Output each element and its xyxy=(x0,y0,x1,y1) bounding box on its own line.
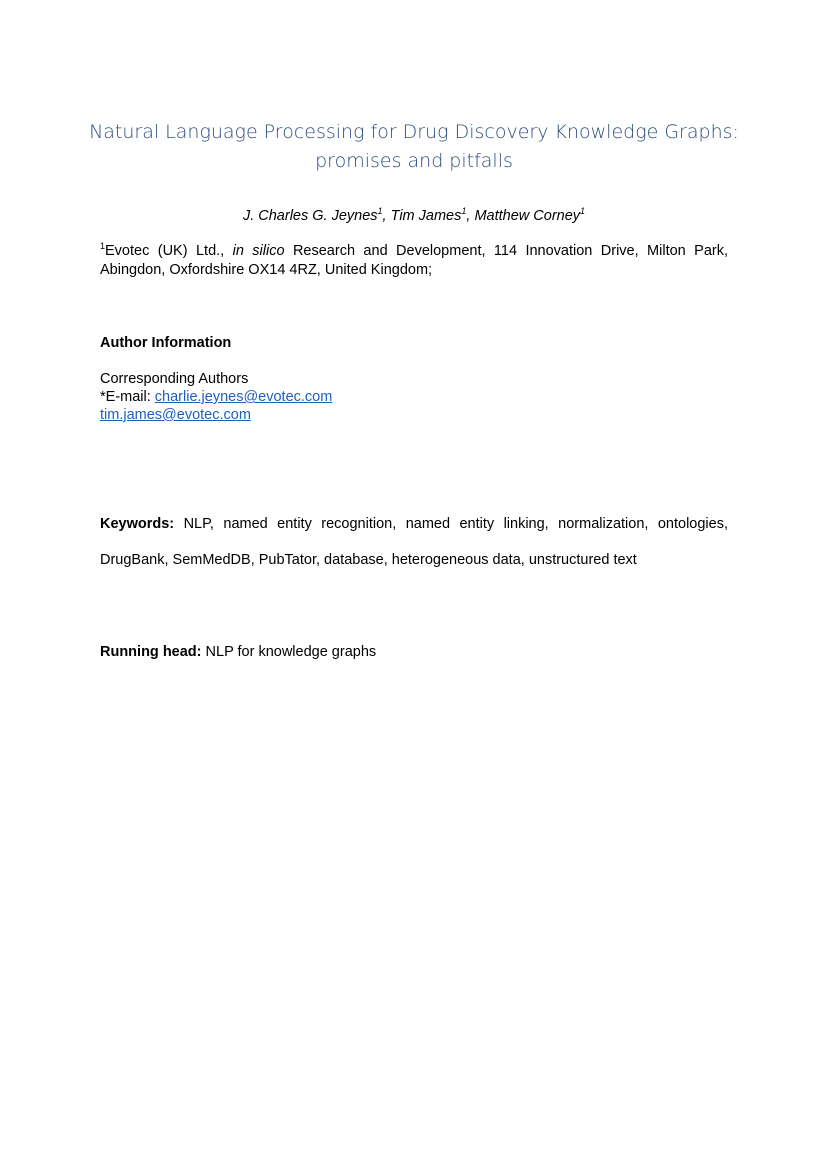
affiliation-marker: 1 xyxy=(100,241,106,252)
author-affiliation-marker: 1 xyxy=(461,206,467,217)
keywords-label: Keywords: xyxy=(100,516,175,532)
keywords-line-2: DrugBank, SemMedDB, PubTator, database, heterogeneous data, unstructured text xyxy=(100,552,637,568)
affiliation-address: Research and Development, 114 Innovation Drive, Milton Park, xyxy=(284,243,728,259)
corresponding-authors-label: Corresponding Authors xyxy=(100,371,249,387)
author-name: Tim James xyxy=(390,208,462,224)
running-head xyxy=(100,643,728,662)
email-line-2 xyxy=(100,406,728,425)
running-head-label: Running head: xyxy=(100,644,202,660)
affiliation-line-1 xyxy=(100,242,728,261)
author-affiliation-marker: 1 xyxy=(377,206,383,217)
keywords-line-1 xyxy=(100,515,728,534)
author-name: Matthew Corney xyxy=(474,208,581,224)
affiliation-italic: in silico xyxy=(232,243,285,259)
email-label: *E-mail: xyxy=(100,389,155,405)
affiliation-line-2: Abingdon, Oxfordshire OX14 4RZ, United Kingdom; xyxy=(100,262,433,278)
paper-title-line-1: Natural Language Processing for Drug Discovery Knowledge Graphs: xyxy=(89,121,739,143)
email-link-tim[interactable]: tim.james@evotec.com xyxy=(100,407,251,423)
affiliation-org: Evotec (UK) Ltd., xyxy=(105,243,233,259)
email-link-charlie[interactable]: charlie.jeynes@evotec.com xyxy=(154,389,333,405)
paper-title-line-2: promises and pitfalls xyxy=(315,150,513,172)
author-name: J. Charles G. Jeynes xyxy=(242,208,378,224)
running-head-value: NLP for knowledge graphs xyxy=(201,644,377,660)
author-list: J. Charles G. Jeynes$^1$, Tim James$^1$, Matthew Corney$^1$ xyxy=(242,206,586,224)
author-information-heading: Author Information xyxy=(100,335,232,351)
keywords-list: NLP, named entity recognition, named entity linking, normalization, ontologies, xyxy=(174,516,728,532)
author-affiliation-marker: 1 xyxy=(580,206,586,217)
email-line xyxy=(100,388,728,407)
